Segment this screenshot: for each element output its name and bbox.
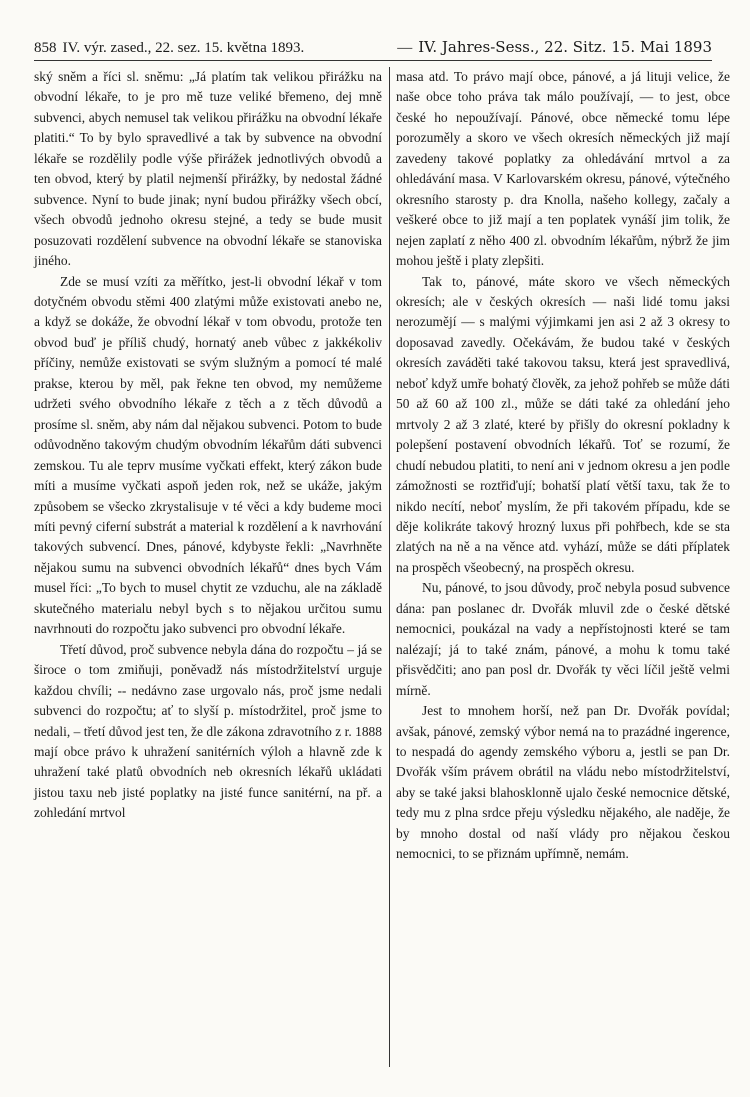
paragraph: Třetí důvod, proč subvence nebyla dána do rozpočtu – já se široce o tom zmiňuji, poněvadž nás místodržitelství urguje každou chvíli; -- nedávno zase urgovalo nás, proč jsme nedali subvenci do rozpočtu; ať to slyší p. místodržitel, proč jsme to nedali, – třetí důvod jest ten, že dle zákona zdravotního z r. 1888 mají obce právo k uhražení sanitérních výloh a hlavně zde k uhražení také platů obvodních neb okresních lékařů ukládati jistou taxu neb jisté poplatky na jisté funce sanitérní, na př. a zohledání mrtvol bbox=[34, 641, 382, 821]
column-divider bbox=[389, 67, 390, 1067]
page-number: 858 bbox=[34, 40, 57, 56]
header-separator: — bbox=[397, 40, 413, 56]
paragraph: Tak to, pánové, máte skoro ve všech německých okresích; ale v českých okresích — naši lidé tomu jaksi nerozumějí — s malými výjimkami jen asi 2 až 3 okresy to doposavad zavedly. Očekávám, že budou také v českých okresích zaváděti také takovou taksu, která jest spravedlivá, neboť když umře bohatý člověk, za jehož pohřeb se může dáti 50 až 60 až 100 zl., může se dáti také za ohledání jeho mrtvoly 2 až 3 zlaté, které by přišly do okresní pokladny k polepšení postavení obvodních lékařů. Toť se rozumí, že chudí nebudou platiti, to není ani v jednom okresu a jen podle zámožnosti se roztřiďují; bohatší platí větší taxu, tak že to nikdo necítí, neboť myslím, že při takovém případu, kde se děje kolikráte takový hrozný luxus při pohřbech, kde se sta zlatých na ně a na věnce atd. vyhází, může se dáti příplatek na prospěch všeobecný, na prospěch okresu. bbox=[396, 273, 730, 575]
paragraph: Nu, pánové, to jsou důvody, proč nebyla posud subvence dána: pan poslanec dr. Dvořák mluvil zde o české dětské nemocnici, poukázal na vady a nepřístojnosti které se tam nalézají; já to také znám, pánové, a mohu k tomu také přisvědčiti; ano pan posl dr. Dvořák ty věci líčil ještě velmi mírně. bbox=[396, 580, 730, 698]
header-rule bbox=[34, 60, 712, 61]
left-column bbox=[34, 67, 382, 824]
paragraph: Zde se musí vzíti za měřítko, jest-li obvodní lékař v tom dotyčném obvodu stěmi 400 zlatými může existovati anebo ne, a když se dokáže, že obvodní lékař v tom obvodu, protože ten obvod buď je příliš chudý, hornatý aneb vůbec z jakkékoliv příčiny, nemůže existovati se svým služným a pomocí té malé prakse, kterou by měl, pak řekne ten obvod, my nemůžeme udržeti svého obvodního lékaře z těch a z těch důvodů a prosíme sl. sněm, aby nám dal nějakou subvenci. Potom to bude odůvodněno takovým chudým obvodním lékařům dáti subvenci zemskou. Tu ale teprv musíme vyčkati effekt, který zákon bude míti a musíme vyčkati aspoň jeden rok, než se ukáže, jakým způsobem se všecko zkrystalisuje v té věci a kdy budeme moci míti pevný ciferní substrát a material k rozdělení a k navrhování takových subvencí. Dnes, pánové, kdybyste řekli: „Navrhněte nějakou sumu na subvenci obvodních lékařů“ dnes bych Vám musel říci: „To bych to musel chytit ze vzduchu, ale na základě skutečného materialu nebyl bych s to nějakou určitou sumu navrhnouti do rozpočtu jako subvenci pro obvodní lékaře. bbox=[34, 273, 382, 637]
header-czech: IV. výr. zased., 22. sez. 15. května 1893. bbox=[62, 40, 305, 56]
paragraph: Jest to mnohem horší, než pan Dr. Dvořák povídal; avšak, pánové, zemský výbor nemá na to prazádné ingerence, to nespadá do agendy zemského výboru a, jestli se pan Dr. Dvořák vším právem obrátil na vládu nebo místodržitelství, aby se také jaksi blahosklonně ujalo české nemocnice dětské, tedy mu z plna srdce přeju výsledku nějakého, ale naděje, že by mnoho dostal od naší vlády pro nějakou českou nemocnici, to se přiznám upřímně, nemám. bbox=[396, 703, 730, 862]
header-german: IV. Jahres-Sess., 22. Sitz. 15. Mai 1893 bbox=[418, 38, 712, 56]
paragraph: masa atd. To právo mají obce, pánové, a já lituji velice, že naše obce toho práva tak málo používají, — to jest, obce české ho nepoužívají. Pánové, obce německé tomu lépe porozuměly a skoro ve všech okresích německých již mají zavedeny takové poplatky za ohledávání mrtvol a za ohledávání masa. V Karlovarském okresu, pánové, výtečného okresního starosty p. dra Knolla, našeho kollegy, začaly a veškeré obce to již mají a ten poplatek vynáší jim tolik, že nejen zaplatí z něho 400 zl. obvodním lékařům, nýbrž že jim mohou ještě i platy zlepšiti. bbox=[396, 69, 730, 269]
paragraph: ský sněm a říci sl. sněmu: „Já platím tak velikou přirážku na obvodní lékaře, to je pro mě tuze veliké břemeno, dej mně subvenci, abych nemusel tak velikou přirážku na obvodní lékaře platiti.“ To by bylo spravedlivé a tak by subvence na obvodní lékaře se rozdělily podle výše přirážek jednotlivých obvodů a ten obvod, který by platil nejmenší přirážky, by nedostal žádné subvence. Nyní to bude jinak; nyní budou přirážky všech obcí, všech obvodů jednoho okresu stejné, a tedy se bude musit posuzovati rozdělení subvence na obvodní lékaře se stanoviska jiného. bbox=[34, 69, 382, 269]
right-column bbox=[396, 67, 730, 865]
running-header bbox=[34, 38, 712, 57]
